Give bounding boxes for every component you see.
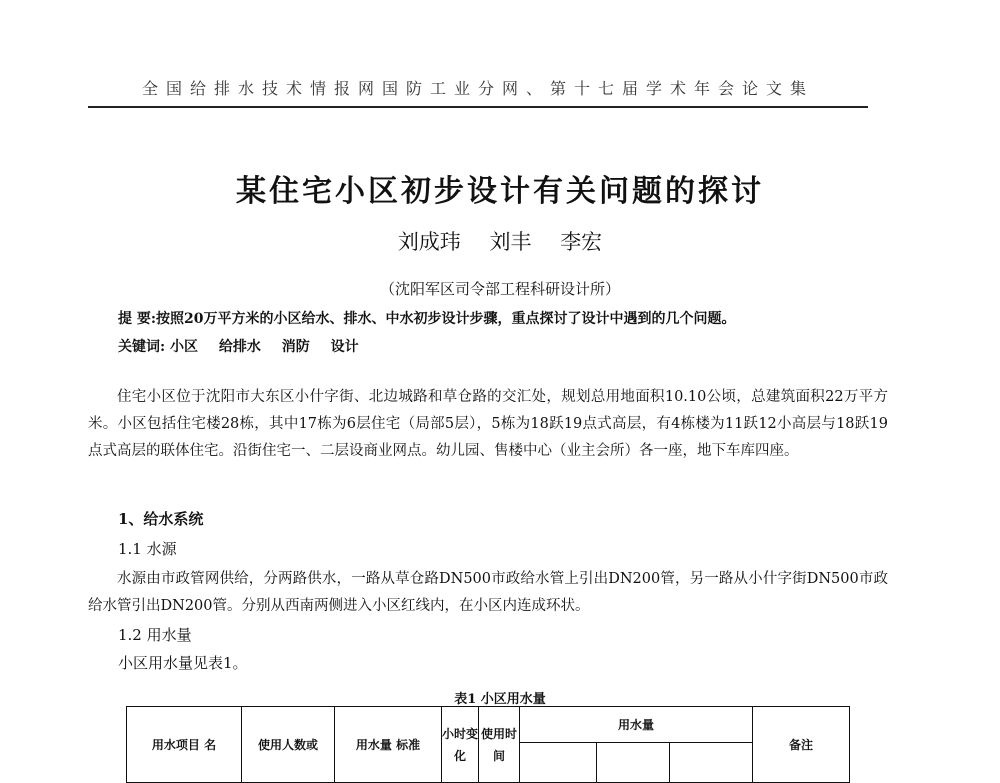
subsection-heading: 1.1 水源	[118, 540, 177, 558]
table-cell	[670, 743, 753, 783]
author-name: 李宏	[560, 230, 603, 254]
table-cell	[520, 743, 597, 783]
intro-paragraph: 住宅小区位于沈阳市大东区小什字街、北边城路和草仓路的交汇处，规划总用地面积10.10公顷，总建筑面积22万平方米。小区包括住宅楼28栋，其中17栋为6层住宅（局部5层），5栋为18跃19点式高层，有4栋楼为11跃12小高层与18跃19点式高层的联体住宅。沿街住宅一、二层设商业网点。幼儿园、售楼中心（业主会所）各一座，地下车库四座。	[88, 389, 888, 459]
affiliation: （沈阳军区司令部工程科研设计所）	[379, 280, 620, 298]
keywords-label: 关键词:	[118, 339, 166, 355]
keyword: 消防	[281, 339, 310, 355]
keyword: 给排水	[218, 339, 261, 355]
water-source-paragraph: 水源由市政管网供给，分两路供水，一路从草仓路DN500市政给水管上引出DN200管，另一路从小什字街DN500市政给水管引出DN200管。分别从西南两侧进入小区红线内，在小区内连成环状。	[88, 571, 888, 614]
table-caption: 表1 小区用水量	[454, 692, 546, 707]
header-hourly: 小时变化	[442, 707, 479, 783]
header-water-volume: 用水量	[520, 707, 753, 743]
header-remarks: 备注	[753, 707, 850, 783]
header-standard: 用水量 标准	[335, 707, 442, 783]
header-divider	[88, 106, 868, 108]
header-usage-time: 使用时间	[479, 707, 520, 783]
header-people: 使用人数或	[242, 707, 335, 783]
author-name: 刘成玮	[397, 230, 461, 254]
table-cell	[597, 743, 670, 783]
header-item: 用水项目 名	[127, 707, 242, 783]
keywords	[118, 336, 375, 356]
paper-title: 某住宅小区初步设计有关问题的探讨	[236, 174, 764, 209]
water-volume-paragraph: 小区用水量见表1。	[118, 654, 248, 672]
section-heading: 1、给水系统	[118, 510, 204, 528]
author-name: 刘丰	[489, 230, 532, 254]
author-list	[0, 226, 1000, 256]
running-header: 全国给排水技术情报网国防工业分网、第十七届学术年会论文集	[141, 79, 814, 98]
subsection-heading: 1.2 用水量	[118, 626, 192, 644]
abstract-label: 提 要:	[118, 311, 157, 327]
abstract-text: 按照20万平方米的小区给水、排水、中水初步设计步骤，重点探讨了设计中遇到的几个问题。	[156, 311, 736, 327]
keyword: 设计	[330, 339, 359, 355]
keyword: 小区	[170, 339, 199, 355]
water-usage-table	[126, 706, 850, 783]
abstract	[118, 308, 736, 328]
